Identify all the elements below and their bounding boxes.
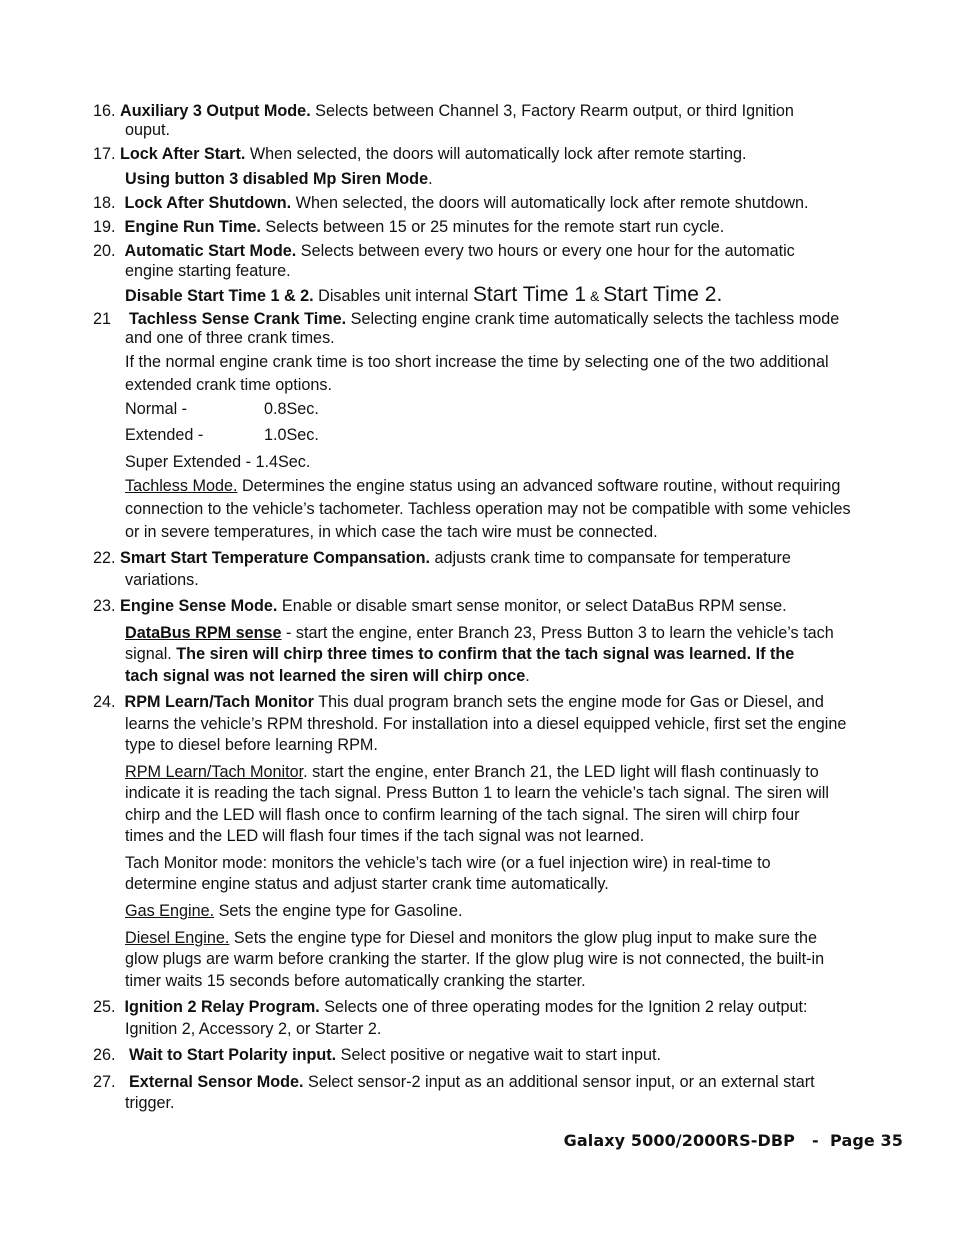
tachless-line3: or in severe temperatures, in which case the tach wire must be connected. bbox=[125, 523, 658, 541]
item-19: 19. Engine Run Time. Selects between 15 or 25 minutes for the remote start run cycle. bbox=[93, 218, 725, 236]
item-26: 26. Wait to Start Polarity input. Select positive or negative wait to start input. bbox=[93, 1046, 661, 1064]
tach-monitor-line2: determine engine status and adjust starter crank time automatically. bbox=[125, 875, 609, 893]
item-18: 18. Lock After Shutdown. When selected, the doors will automatically lock after remote shutdown. bbox=[93, 194, 809, 212]
item-25-line2: Ignition 2, Accessory 2, or Starter 2. bbox=[125, 1020, 382, 1038]
databus-line3: tach signal was not learned the siren will chirp once. bbox=[125, 667, 530, 685]
item-24-line2: learns the vehicle’s RPM threshold. For installation into a diesel equipped vehicle, first set the engine bbox=[125, 715, 847, 733]
item-23-line1: 23. Engine Sense Mode. Enable or disable smart sense monitor, or select DataBus RPM sense. bbox=[93, 597, 787, 615]
rpm-line2: indicate it is reading the tach signal. Press Button 1 to learn the vehicle’s tach signal. The siren will bbox=[125, 784, 829, 802]
item-27-line1: 27. External Sensor Mode. Select sensor-2 input as an additional sensor input, or an external start bbox=[93, 1073, 815, 1091]
item-17-note: Using button 3 disabled Mp Siren Mode. bbox=[125, 170, 433, 188]
item-16-line2: ouput. bbox=[125, 121, 171, 139]
item-27-line2: trigger. bbox=[125, 1094, 175, 1112]
item-17-line1: 17. Lock After Start. When selected, the doors will automatically lock after remote starting. bbox=[93, 145, 747, 163]
crank-extended: Extended - 1.0Sec. bbox=[125, 426, 319, 444]
crank-normal: Normal - 0.8Sec. bbox=[125, 400, 319, 418]
tachless-line1: Tachless Mode. Determines the engine status using an advanced software routine, without requiring bbox=[125, 477, 841, 495]
item-25-line1: 25. Ignition 2 Relay Program. Selects one of three operating modes for the Ignition 2 relay output: bbox=[93, 998, 808, 1016]
item-20-note: Disable Start Time 1 & 2. Disables unit internal Start Time 1 & Start Time 2. bbox=[125, 283, 723, 306]
item-24-line3: type to diesel before learning RPM. bbox=[125, 736, 378, 754]
databus-line1: DataBus RPM sense - start the engine, enter Branch 23, Press Button 3 to learn the vehicle’s tach bbox=[125, 624, 834, 642]
diesel-line2: glow plugs are warm before cranking the starter. If the glow plug wire is not connected, the built-in bbox=[125, 950, 825, 968]
item-16-line1: 16. Auxiliary 3 Output Mode. Selects between Channel 3, Factory Rearm output, or third Ignition bbox=[93, 102, 794, 120]
databus-line2: signal. The siren will chirp three times to confirm that the tach signal was learned. If the bbox=[125, 645, 795, 663]
item-21-line1: 21 Tachless Sense Crank Time. Selecting engine crank time automatically selects the tachless mode bbox=[93, 310, 840, 328]
item-21-p1: If the normal engine crank time is too short increase the time by selecting one of the two additional bbox=[125, 353, 829, 371]
item-21-p2: extended crank time options. bbox=[125, 376, 332, 394]
item-21-line2: and one of three crank times. bbox=[125, 329, 335, 347]
item-24-line1: 24. RPM Learn/Tach Monitor This dual program branch sets the engine mode for Gas or Diesel, and bbox=[93, 693, 824, 711]
tach-monitor-line1: Tach Monitor mode: monitors the vehicle’s tach wire (or a fuel injection wire) in real-time to bbox=[125, 854, 771, 872]
item-20-line2: engine starting feature. bbox=[125, 262, 291, 280]
item-20-line1: 20. Automatic Start Mode. Selects between every two hours or every one hour for the automatic bbox=[93, 242, 795, 260]
rpm-line3: chirp and the LED will flash once to confirm learning of the tach signal. The siren will chirp four bbox=[125, 806, 800, 824]
gas-engine-line: Gas Engine. Sets the engine type for Gasoline. bbox=[125, 902, 463, 920]
item-22-line2: variations. bbox=[125, 571, 199, 589]
item-22-line1: 22. Smart Start Temperature Compansation. adjusts crank time to compansate for temperature bbox=[93, 549, 791, 567]
tachless-line2: connection to the vehicle’s tachometer. Tachless operation may not be compatible with some vehicles bbox=[125, 500, 851, 518]
page-footer: Galaxy 5000/2000RS-DBP - Page 35 bbox=[563, 1131, 903, 1150]
diesel-line3: timer waits 15 seconds before automatically cranking the starter. bbox=[125, 972, 586, 990]
crank-super-extended: Super Extended - 1.4Sec. bbox=[125, 453, 311, 471]
diesel-line1: Diesel Engine. Sets the engine type for Diesel and monitors the glow plug input to make sure the bbox=[125, 929, 817, 947]
rpm-line4: times and the LED will flash four times if the tach signal was not learned. bbox=[125, 827, 645, 845]
rpm-line1: RPM Learn/Tach Monitor. start the engine, enter Branch 21, the LED light will flash continuasly to bbox=[125, 763, 819, 781]
